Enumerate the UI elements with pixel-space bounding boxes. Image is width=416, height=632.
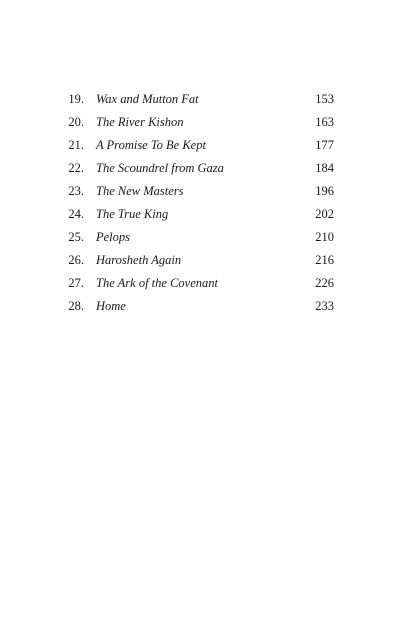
chapter-title: Wax and Mutton Fat (96, 92, 199, 106)
toc-entry (62, 88, 338, 111)
chapter-number: 25. (68, 230, 84, 244)
chapter-page-number: 177 (315, 138, 334, 152)
chapter-number: 28. (68, 299, 84, 313)
toc-entry (62, 295, 338, 318)
chapter-title: Home (96, 299, 126, 313)
chapter-page-number: 163 (315, 115, 334, 129)
chapter-page-number: 210 (315, 230, 334, 244)
toc-entry (62, 134, 338, 157)
chapter-page-number: 196 (315, 184, 334, 198)
chapter-title: The Scoundrel from Gaza (96, 161, 224, 175)
chapter-number: 27. (68, 276, 84, 290)
chapter-title: The Ark of the Covenant (96, 276, 218, 290)
toc-entry (62, 249, 338, 272)
chapter-page-number: 233 (315, 299, 334, 313)
chapter-title: The River Kishon (96, 115, 184, 129)
chapter-number: 24. (68, 207, 84, 221)
chapter-number: 23. (68, 184, 84, 198)
chapter-number: 21. (68, 138, 84, 152)
chapter-page-number: 226 (315, 276, 334, 290)
toc-entry (62, 203, 338, 226)
chapter-number: 22. (68, 161, 84, 175)
chapter-title: The True King (96, 207, 169, 221)
toc-entry (62, 180, 338, 203)
chapter-page-number: 202 (315, 207, 334, 221)
chapter-title: The New Masters (96, 184, 184, 198)
chapter-title: Pelops (96, 230, 131, 244)
toc-entry (62, 272, 338, 295)
chapter-title: A Promise To Be Kept (96, 138, 206, 152)
chapter-page-number: 216 (315, 253, 334, 267)
table-of-contents (62, 88, 338, 318)
toc-entry (62, 226, 338, 249)
chapter-number: 19. (68, 92, 84, 106)
chapter-title: Harosheth Again (96, 253, 182, 267)
chapter-number: 26. (68, 253, 84, 267)
chapter-page-number: 153 (315, 92, 334, 106)
toc-entry (62, 111, 338, 134)
chapter-number: 20. (68, 115, 84, 129)
chapter-page-number: 184 (315, 161, 334, 175)
toc-entry (62, 157, 338, 180)
